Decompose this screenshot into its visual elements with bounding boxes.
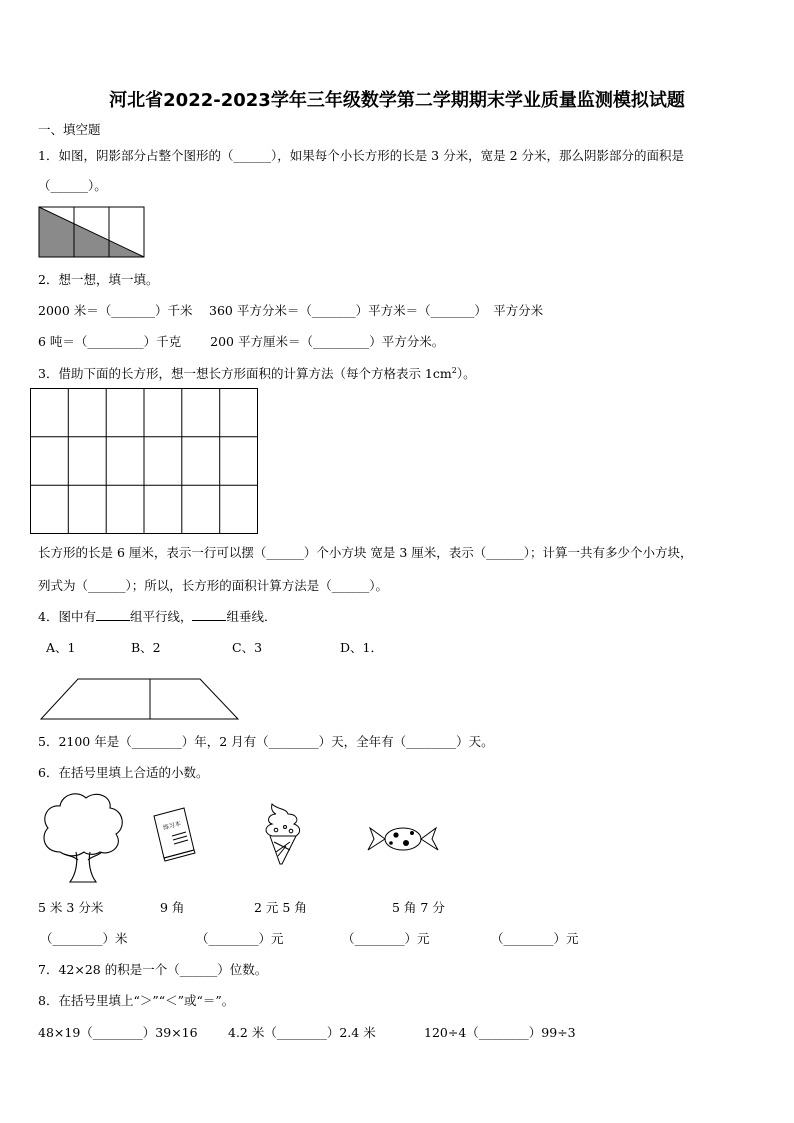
candy-icon <box>366 824 440 854</box>
q4-option-c: C、3 <box>232 640 263 655</box>
q3-grid-rectangle <box>30 388 260 536</box>
page-title: 河北省2022-2023学年三年级数学第二学期期末学业质量监测模拟试题 <box>109 90 685 111</box>
q6-label-tree: 5 米 3 分米 <box>38 900 104 915</box>
q6-label-ice-cream: 2 元 5 角 <box>254 900 307 915</box>
q3-stem-end: ）。 <box>456 366 476 381</box>
q1-line1: 1．如图，阴影部分占整个图形的（______），如果每个小长方形的长是 3 分米，宽是 2 分米，那么阴影部分的面积是 <box>38 148 685 163</box>
q4-option-d: D、1． <box>340 640 383 655</box>
q4-stem-a: 4．图中有 <box>38 609 96 624</box>
q1-shaded-rectangle-figure <box>38 206 146 258</box>
notebook-label: 练习本 <box>162 820 182 832</box>
q4-option-b: B、2 <box>131 640 161 655</box>
q3-stem-text: 3．借助下面的长方形，想一想长方形面积的计算方法（每个方格表示 1cm <box>38 366 452 381</box>
tree-icon <box>38 790 128 886</box>
q4-trapezoid-figure <box>40 678 240 722</box>
q4-stem <box>38 607 276 625</box>
q2-row1: 2000 米＝（_______）千米 360 平方分米＝（_______）平方米＝（_______） 平方分米 <box>38 303 544 318</box>
q1-line2: （______）。 <box>38 178 107 193</box>
ice-cream-icon <box>258 802 304 866</box>
q6-stem: 6．在括号里填上合适的小数。 <box>38 765 209 780</box>
q4-option-a: A、1 <box>46 640 76 655</box>
q6-label-notebook: 9 角 <box>160 900 185 915</box>
q4-blank-1 <box>96 608 130 621</box>
q4-stem-b: 组平行线， <box>129 609 193 624</box>
q3-line2: 列式为（______）；所以，长方形的面积计算方法是（______）。 <box>38 578 389 593</box>
q8-stem: 8．在括号里填上“＞”“＜”或“＝”。 <box>38 993 235 1008</box>
q6-answer-candy: （________）元 <box>491 931 579 946</box>
q6-answer-ice-cream: （________）元 <box>342 931 430 946</box>
section-heading: 一、填空题 <box>38 122 101 137</box>
q5-text: 5．2100 年是（________）年，2 月有（________）天，全年有（________）天。 <box>38 734 494 749</box>
q2-stem: 2．想一想，填一填。 <box>38 272 159 287</box>
q3-superscript: 2 <box>451 365 457 375</box>
q6-answer-tree: （________）米 <box>40 931 128 946</box>
q4-blank-2 <box>192 608 226 621</box>
q3-line1: 长方形的长是 6 厘米，表示一行可以摆（______）个小方块 宽是 3 厘米，表示（______）；计算一共有多少个小方块， <box>38 545 693 560</box>
q4-stem-c: 组垂线． <box>226 609 277 624</box>
q8-item-3: 120÷4（________）99÷3 <box>424 1025 576 1040</box>
q3-stem <box>38 364 476 382</box>
q8-item-2: 4.2 米（________）2.4 米 <box>228 1025 376 1040</box>
notebook-icon <box>150 806 198 862</box>
q7-text: 7．42×28 的积是一个（______）位数。 <box>38 962 268 977</box>
q2-row2: 6 吨＝（_________）千克 200 平方厘米＝（_________）平方分米。 <box>38 334 445 349</box>
q6-label-candy: 5 角 7 分 <box>392 900 445 915</box>
q6-answer-notebook: （________）元 <box>196 931 284 946</box>
q8-item-1: 48×19（________）39×16 <box>38 1025 198 1040</box>
